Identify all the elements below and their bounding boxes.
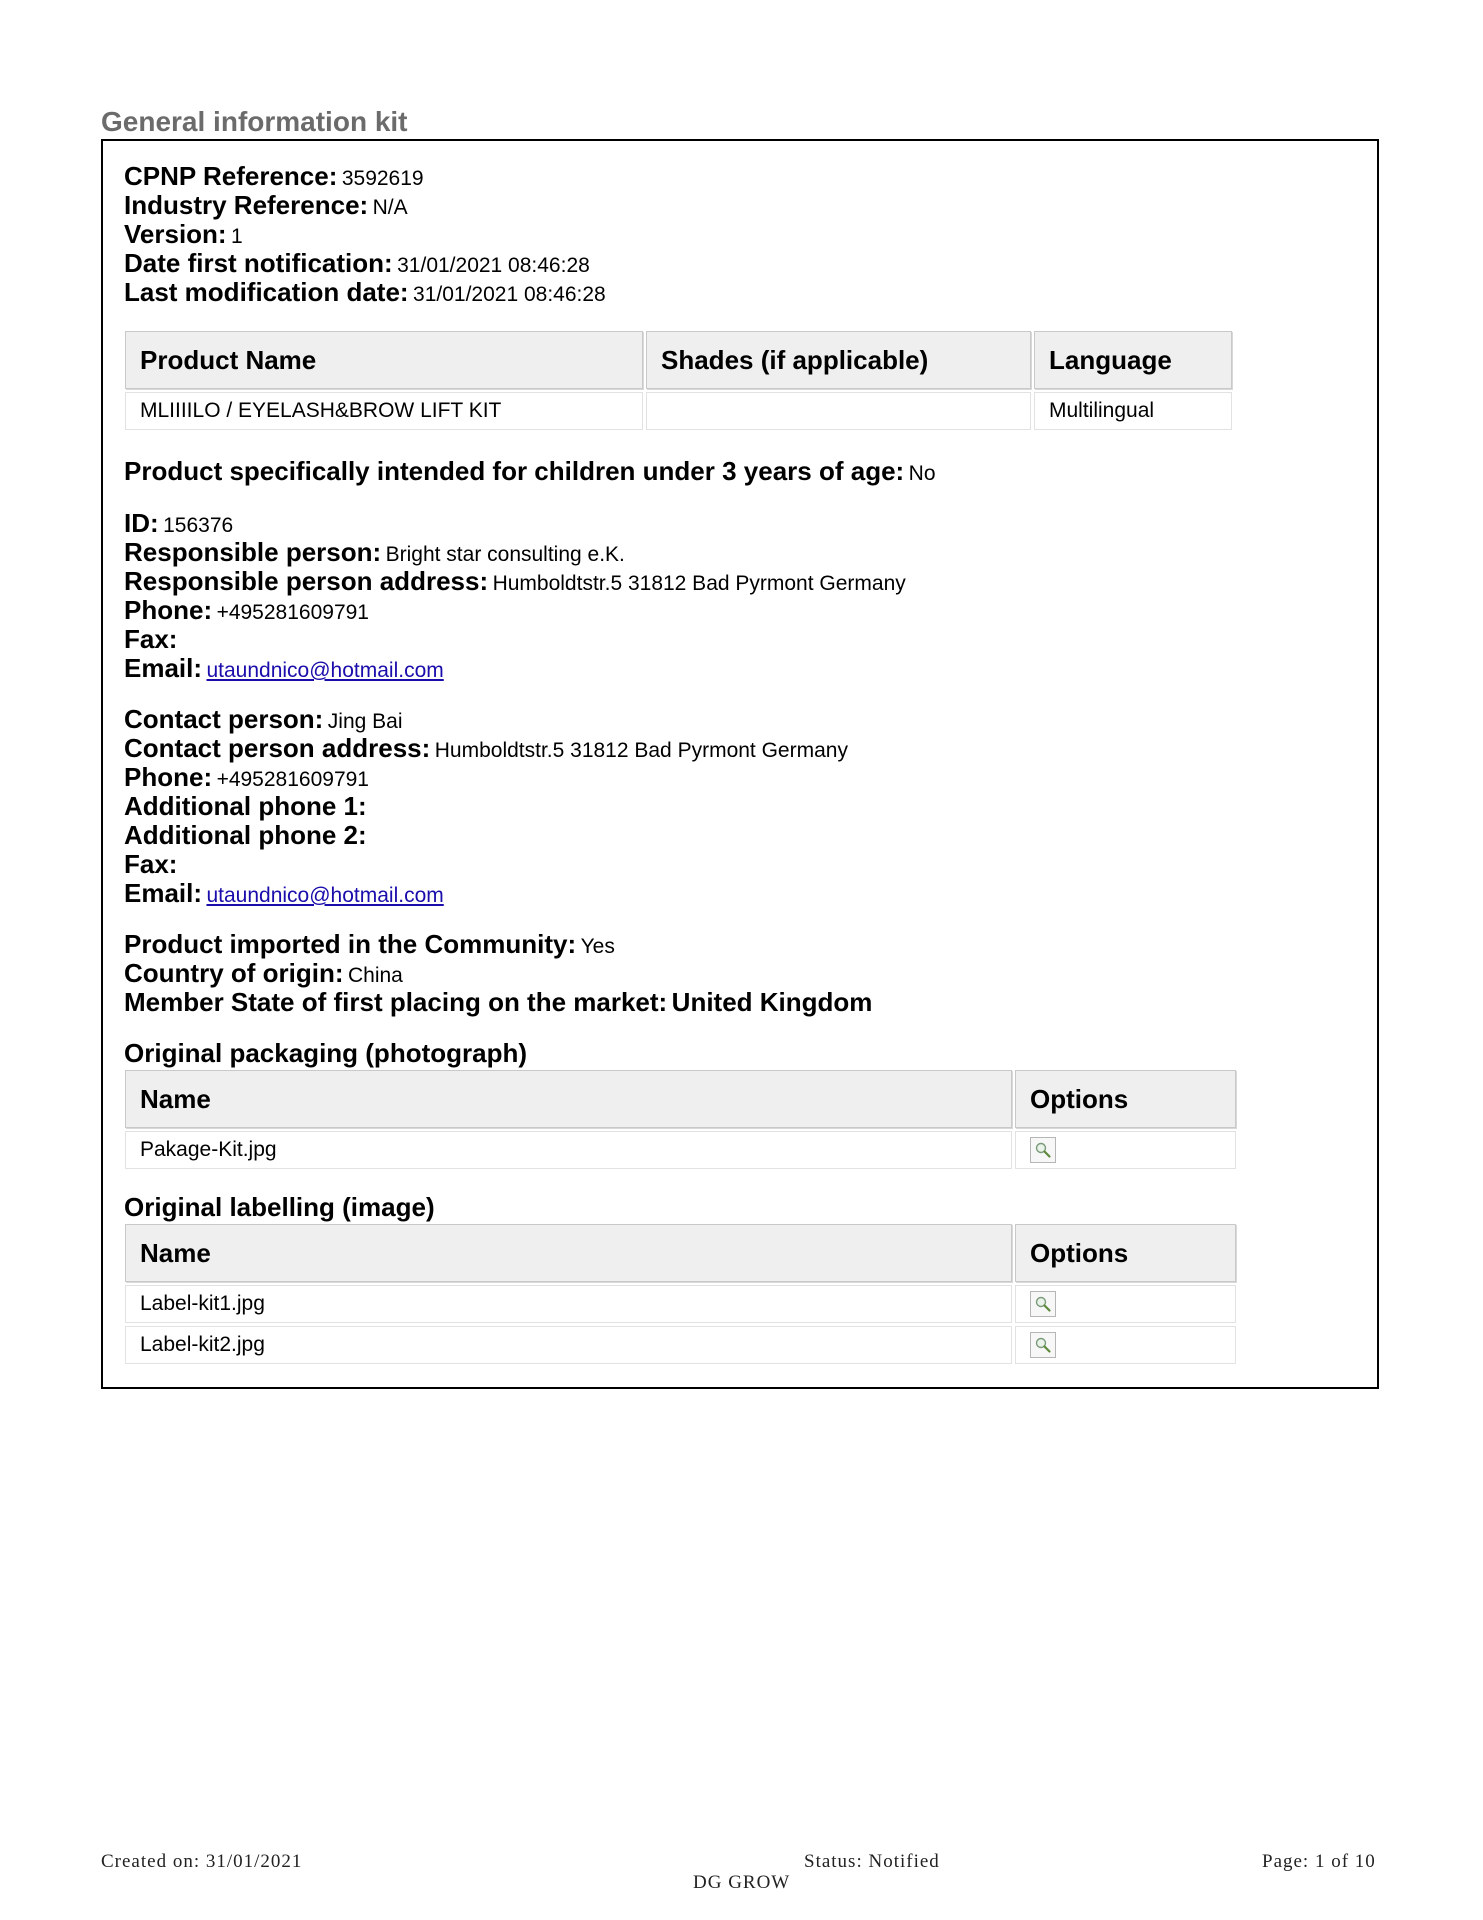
contact-email-label: Email: bbox=[124, 878, 203, 908]
labelling-file-name-1: Label-kit1.jpg bbox=[125, 1285, 1012, 1323]
children-label: Product specifically intended for children under 3 years of age: bbox=[124, 456, 905, 486]
packaging-options-header: Options bbox=[1015, 1070, 1236, 1128]
language-header: Language bbox=[1034, 331, 1232, 389]
first-notification-value: 31/01/2021 08:46:28 bbox=[397, 254, 590, 277]
product-name-header: Product Name bbox=[125, 331, 643, 389]
responsible-email-row bbox=[124, 653, 444, 688]
contact-address-label: Contact person address: bbox=[124, 733, 431, 763]
labelling-title: Original labelling (image) bbox=[124, 1192, 435, 1222]
responsible-fax-label: Fax: bbox=[124, 624, 178, 654]
table-row bbox=[125, 1285, 1236, 1323]
last-modification-value: 31/01/2021 08:46:28 bbox=[413, 283, 606, 306]
responsible-person-label: Responsible person: bbox=[124, 537, 382, 567]
table-row bbox=[125, 392, 1232, 430]
contact-phone-label: Phone: bbox=[124, 762, 213, 792]
packaging-header-row bbox=[125, 1070, 1236, 1128]
packaging-title: Original packaging (photograph) bbox=[124, 1038, 527, 1068]
labelling-name-header: Name bbox=[125, 1224, 1012, 1282]
labelling-options-header: Options bbox=[1015, 1224, 1236, 1282]
id-value: 156376 bbox=[163, 514, 234, 537]
footer-created: Created on: 31/01/2021 bbox=[101, 1851, 303, 1872]
imported-label: Product imported in the Community: bbox=[124, 929, 577, 959]
labelling-options-cell-2 bbox=[1015, 1326, 1236, 1364]
language-cell: Multilingual bbox=[1034, 392, 1232, 430]
country-origin-label: Country of origin: bbox=[124, 958, 344, 988]
contact-fax-label: Fax: bbox=[124, 849, 178, 879]
responsible-phone-label: Phone: bbox=[124, 595, 213, 625]
footer-org: DG GROW bbox=[693, 1872, 791, 1893]
footer-page: Page: 1 of 10 bbox=[1262, 1851, 1376, 1872]
labelling-file-name-2: Label-kit2.jpg bbox=[125, 1326, 1012, 1364]
additional-phone-1-label: Additional phone 1: bbox=[124, 791, 367, 821]
packaging-options-cell bbox=[1015, 1131, 1236, 1169]
packaging-table bbox=[122, 1067, 1239, 1172]
cpnp-reference-label: CPNP Reference: bbox=[124, 161, 338, 191]
packaging-file-name: Pakage-Kit.jpg bbox=[125, 1131, 1012, 1169]
shades-cell bbox=[646, 392, 1031, 430]
responsible-address-value: Humboldtstr.5 31812 Bad Pyrmont Germany bbox=[492, 572, 906, 595]
id-label: ID: bbox=[124, 508, 159, 538]
responsible-phone-value: +495281609791 bbox=[216, 601, 369, 624]
industry-reference-value: N/A bbox=[372, 196, 408, 219]
contact-person-value: Jing Bai bbox=[327, 710, 403, 733]
responsible-person-value: Bright star consulting e.K. bbox=[385, 543, 625, 566]
shades-header: Shades (if applicable) bbox=[646, 331, 1031, 389]
table-row bbox=[125, 1131, 1236, 1169]
magnifier-view-icon[interactable] bbox=[1030, 1291, 1056, 1317]
product-table-header-row bbox=[125, 331, 1232, 389]
version-label: Version: bbox=[124, 219, 227, 249]
last-modification-label: Last modification date: bbox=[124, 277, 409, 307]
country-origin-value: China bbox=[347, 964, 403, 987]
responsible-address-label: Responsible person address: bbox=[124, 566, 489, 596]
contact-person-label: Contact person: bbox=[124, 704, 324, 734]
product-table bbox=[122, 328, 1235, 433]
section-title: General information kit bbox=[101, 106, 408, 137]
product-name-cell: MLIIIILO / EYELASH&BROW LIFT KIT bbox=[125, 392, 643, 430]
member-state-label: Member State of first placing on the market: bbox=[124, 987, 668, 1017]
industry-reference-label: Industry Reference: bbox=[124, 190, 369, 220]
packaging-name-header: Name bbox=[125, 1070, 1012, 1128]
contact-email-link[interactable]: utaundnico@hotmail.com bbox=[206, 884, 444, 907]
version-value: 1 bbox=[231, 225, 243, 248]
imported-value: Yes bbox=[580, 935, 615, 958]
labelling-table bbox=[122, 1221, 1239, 1367]
magnifier-view-icon[interactable] bbox=[1030, 1332, 1056, 1358]
responsible-email-label: Email: bbox=[124, 653, 203, 683]
footer-status: Status: Notified bbox=[804, 1851, 940, 1872]
labelling-header-row bbox=[125, 1224, 1236, 1282]
magnifier-icon bbox=[1034, 1295, 1052, 1313]
first-notification-label: Date first notification: bbox=[124, 248, 393, 278]
contact-email-row bbox=[124, 878, 444, 913]
children-value: No bbox=[908, 462, 936, 485]
children-row bbox=[124, 456, 936, 491]
table-row bbox=[125, 1326, 1236, 1364]
member-state-row bbox=[124, 987, 872, 1022]
responsible-email-link[interactable]: utaundnico@hotmail.com bbox=[206, 659, 444, 682]
labelling-options-cell-1 bbox=[1015, 1285, 1236, 1323]
last-modification-row bbox=[124, 277, 606, 312]
magnifier-icon bbox=[1034, 1141, 1052, 1159]
contact-address-value: Humboldtstr.5 31812 Bad Pyrmont Germany bbox=[434, 739, 848, 762]
magnifier-icon bbox=[1034, 1336, 1052, 1354]
contact-phone-value: +495281609791 bbox=[216, 768, 369, 791]
magnifier-view-icon[interactable] bbox=[1030, 1137, 1056, 1163]
member-state-value: United Kingdom bbox=[671, 987, 873, 1017]
additional-phone-2-label: Additional phone 2: bbox=[124, 820, 367, 850]
cpnp-reference-value: 3592619 bbox=[341, 167, 424, 190]
